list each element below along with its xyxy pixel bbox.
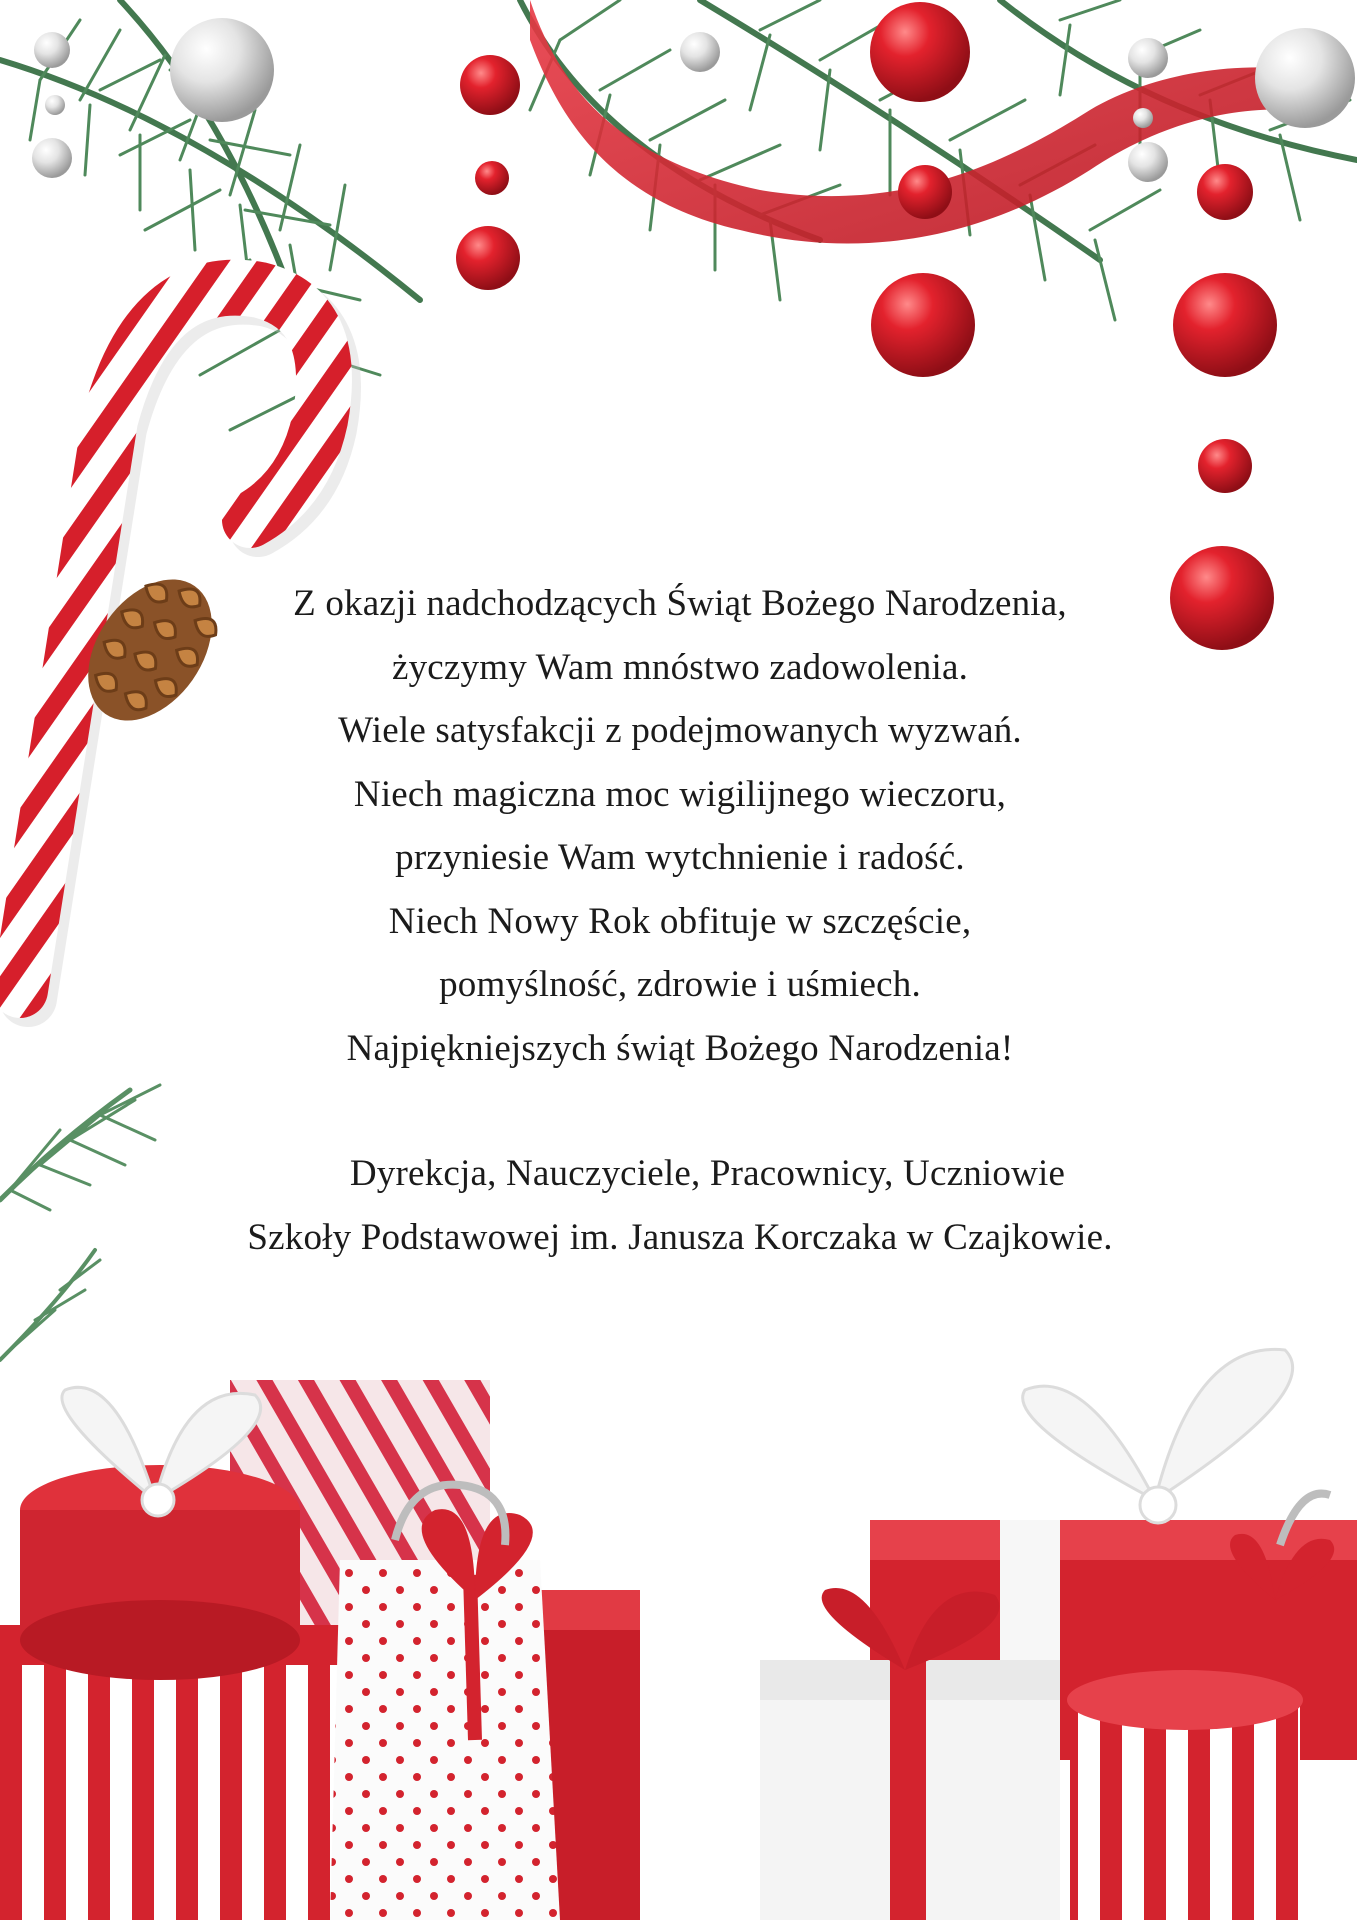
signature <box>150 1142 1210 1269</box>
greeting-line: Najpiękniejszych świąt Bożego Narodzenia! <box>346 1027 1014 1069</box>
greeting-line: Wiele satysfakcji z podejmowanych wyzwań. <box>338 710 1022 751</box>
greeting-line: Niech magiczna moc wigilijnego wieczoru, <box>353 773 1007 815</box>
gift-boxes-left <box>0 1380 640 1920</box>
greeting-text <box>150 572 1210 1080</box>
greeting-line: Niech Nowy Rok obfituje w szczęście, <box>388 900 972 942</box>
signature-line: Szkoły Podstawowej im. Janusza Korczaka w Czajkowie. <box>247 1216 1113 1258</box>
greeting-line: przyniesie Wam wytchnienie i radość. <box>395 837 965 878</box>
fir-branch-left <box>0 1085 160 1360</box>
signature-line: Dyrekcja, Nauczyciele, Pracownicy, Uczniowie <box>349 1153 1066 1194</box>
greeting-line: Z okazji nadchodzących Świąt Bożego Narodzenia, <box>293 583 1067 624</box>
greeting-line: życzymy Wam mnóstwo zadowolenia. <box>391 646 969 688</box>
greeting-line: pomyślność, zdrowie i uśmiech. <box>439 964 921 1005</box>
gift-boxes-right <box>760 1349 1357 1920</box>
